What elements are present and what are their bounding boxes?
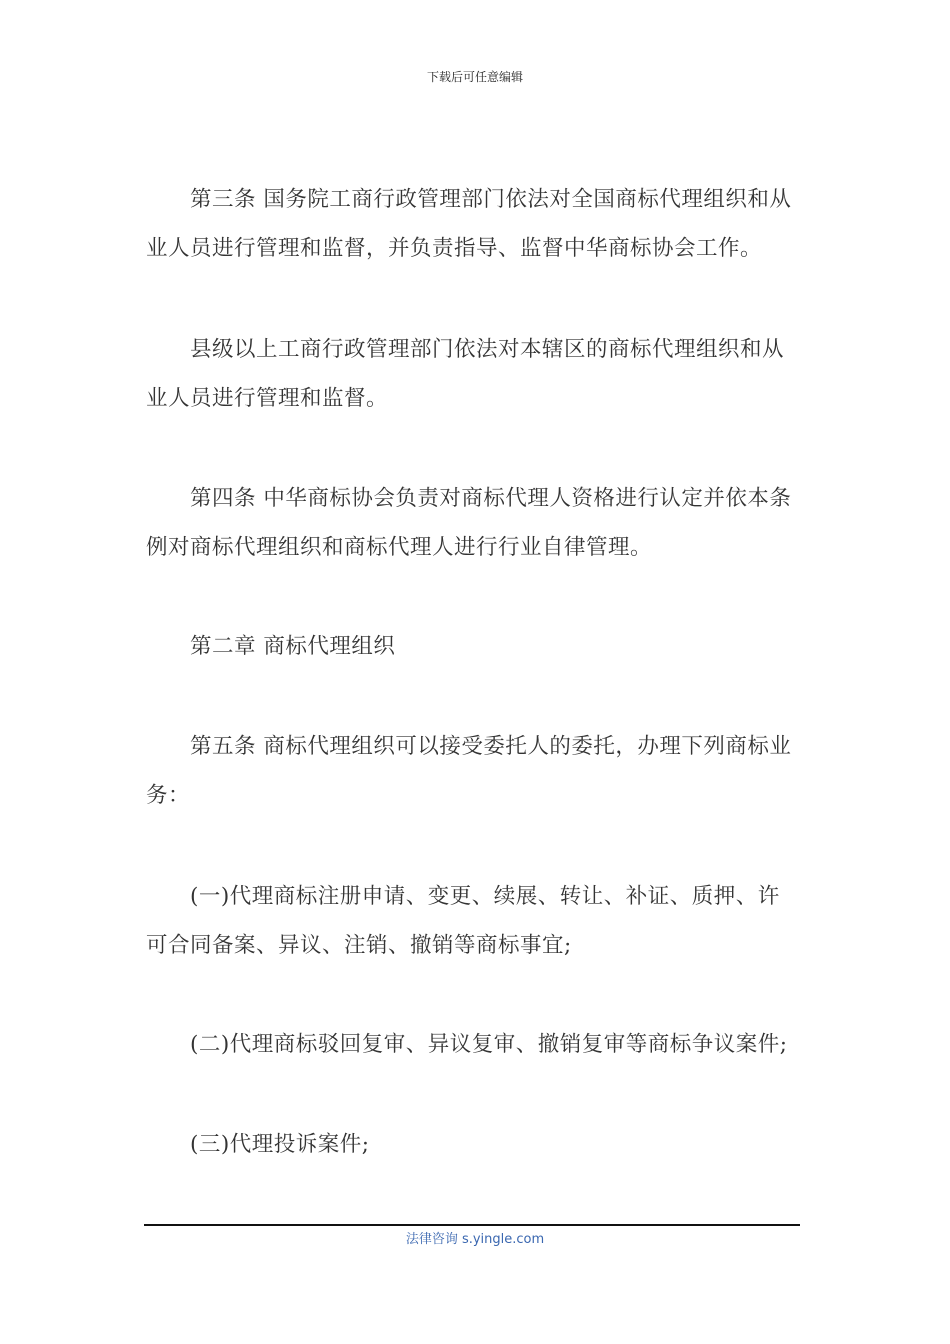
paragraph-line: 县级以上工商行政管理部门依法对本辖区的商标代理组织和从 — [190, 337, 785, 362]
paragraph-line: 第三条 国务院工商行政管理部门依法对全国商标代理组织和从 — [190, 187, 792, 212]
paragraph-line: 业人员进行管理和监督，并负责指导、监督中华商标协会工作。 — [146, 236, 763, 261]
paragraph-line: (一)代理商标注册申请、变更、续展、转让、补证、质押、许 — [190, 884, 780, 909]
list-item-3 — [146, 1120, 806, 1169]
paragraph-county-level — [146, 325, 806, 423]
paragraph-line: 业人员进行管理和监督。 — [146, 386, 389, 411]
paragraph-line: 务： — [146, 783, 191, 808]
list-item-1 — [146, 872, 806, 970]
paragraph-article-3 — [146, 175, 806, 273]
footer-link[interactable]: 法律咨询 s.yingle.com — [405, 1232, 545, 1247]
paragraph-line: 第五条 商标代理组织可以接受委托人的委托，办理下列商标业 — [190, 734, 792, 759]
paragraph-line: 例对商标代理组织和商标代理人进行行业自律管理。 — [146, 535, 653, 560]
paragraph-line: 第二章 商标代理组织 — [190, 634, 396, 659]
paragraph-article-5 — [146, 722, 806, 820]
footer-divider — [144, 1224, 800, 1226]
paragraph-line: 可合同备案、异议、注销、撤销等商标事宜; — [146, 933, 572, 958]
paragraph-line: (三)代理投诉案件; — [190, 1132, 370, 1157]
paragraph-line: (二)代理商标驳回复审、异议复审、撤销复审等商标争议案件; — [190, 1032, 788, 1057]
chapter-heading — [146, 622, 806, 671]
list-item-2 — [146, 1020, 806, 1069]
paragraph-article-4 — [146, 474, 806, 572]
header-note: 下载后可任意编辑 — [426, 70, 523, 84]
paragraph-line: 第四条 中华商标协会负责对商标代理人资格进行认定并依本条 — [190, 486, 792, 511]
